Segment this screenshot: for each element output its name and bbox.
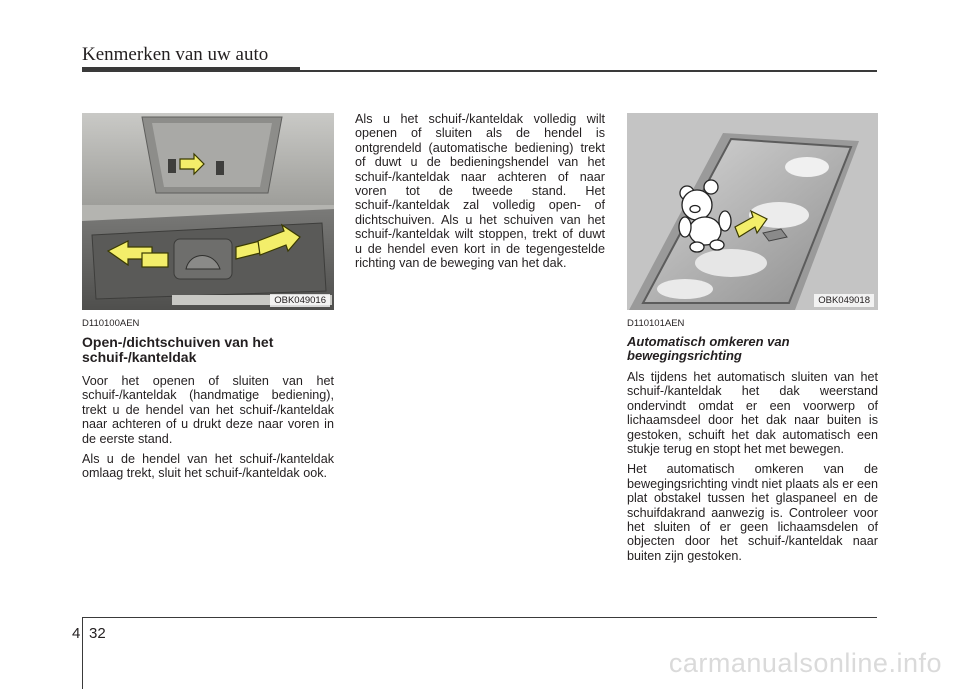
paragraph: Als tijdens het automatisch sluiten van het schuif-/kanteldak het dak weerstand ondervindt omdat er een voorwerp of lichaamsdeel door het dak naar buiten is gestoken, schuift het dak automatisch een stukje terug en stopt het met bewegen. — [627, 370, 878, 457]
running-header: Kenmerken van uw auto — [82, 44, 269, 65]
header-rule-thin — [300, 70, 877, 72]
watermark: carmanualsonline.info — [668, 648, 942, 678]
footer-rule-horizontal — [82, 617, 877, 618]
column-right — [627, 318, 878, 569]
column-left — [82, 318, 334, 487]
paragraph: Voor het openen of sluiten van het schuif-/kanteldak (handmatige bediening), trekt u de hendel van het schuif-/kanteldak naar achteren of u drukt deze naar voren in de eerste stand. — [82, 374, 334, 446]
section-code: D110101AEN — [627, 318, 685, 329]
paragraph: Het automatisch omkeren van de bewegingsrichting vindt niet plaats als er een plat obstakel tussen het glaspaneel en de schuifdakrand aanwezig is. Controleer voor het sluiten of er geen lichaamsdelen of objecten door het schuif-/kanteldak naar buiten zijn gestoken. — [627, 462, 878, 563]
section-code: D110100AEN — [82, 318, 140, 329]
chapter-number: 4 — [72, 625, 81, 642]
sunroof-lever-illustration — [82, 113, 334, 310]
figure-label: OBK049018 — [814, 294, 874, 307]
paragraph: Als u het schuif-/kanteldak volledig wilt openen of sluiten als de hendel is ontgrendeld (automatische bediening) trekt of duwt u de bedieningshendel van het schuif-/kanteldak naar achteren of naar voren tot de tweede stand. Het schuif-/kanteldak zal volledig open- of dichtschuiven. Als u het schuiven van het schuif-/kanteldak wilt stoppen, trekt of duwt u de hendel even kort in de tegengestelde richting van de beweging van het dak. — [355, 112, 605, 271]
column-middle — [355, 112, 605, 276]
page-number: 32 — [89, 625, 106, 642]
sunroof-obstacle-drawing — [627, 113, 878, 310]
footer-rule-vertical — [82, 617, 83, 689]
figure-label: OBK049016 — [270, 294, 330, 307]
section-heading: Open-/dichtschuiven van het schuif-/kanteldak — [82, 334, 274, 365]
section-heading: Automatisch omkeren van bewegingsrichting — [627, 334, 790, 363]
sunroof-obstacle-illustration — [627, 113, 878, 310]
paragraph: Als u de hendel van het schuif-/kanteldak omlaag trekt, sluit het schuif-/kanteldak ook. — [82, 452, 334, 481]
sunroof-lever-drawing — [82, 113, 334, 310]
header-rule-thick — [82, 67, 300, 72]
